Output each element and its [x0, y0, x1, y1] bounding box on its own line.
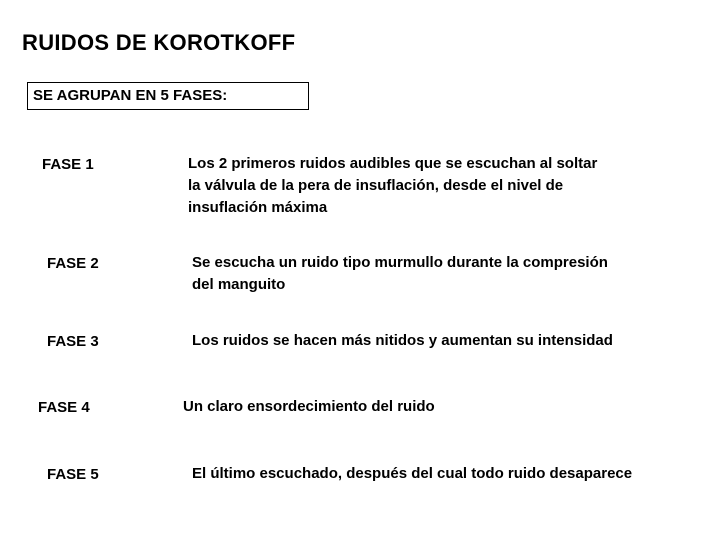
phase-2-label: FASE 2 [47, 255, 99, 272]
page-title: RUIDOS DE KOROTKOFF [22, 30, 296, 55]
phase-4-description [183, 396, 483, 418]
phase-1-line-3: insuflación máxima [188, 199, 328, 216]
phase-2-line-2: del manguito [192, 276, 286, 293]
phase-4-line-1: Un claro ensordecimiento del ruido [183, 398, 435, 415]
phase-2-description [192, 252, 654, 296]
subtitle-box [27, 82, 309, 110]
phase-4-label: FASE 4 [38, 399, 90, 416]
phase-5-description [192, 463, 692, 485]
phase-1-line-2: la válvula de la pera de insuflación, desde el nivel de [188, 177, 564, 194]
phase-1-label: FASE 1 [42, 156, 94, 173]
phase-3-line-1: Los ruidos se hacen más nitidos y aumentan su intensidad [192, 332, 613, 349]
phase-2-line-1: Se escucha un ruido tipo murmullo durante la compresión [192, 254, 608, 271]
phase-1-line-1: Los 2 primeros ruidos audibles que se escuchan al soltar [188, 155, 598, 172]
phase-3-description [192, 330, 662, 352]
phase-3-label: FASE 3 [47, 333, 99, 350]
subtitle-text: SE AGRUPAN EN 5 FASES: [33, 87, 228, 104]
phase-5-label: FASE 5 [47, 466, 99, 483]
phase-1-description [188, 153, 644, 219]
phase-5-line-1: El último escuchado, después del cual todo ruido desaparece [192, 465, 633, 482]
